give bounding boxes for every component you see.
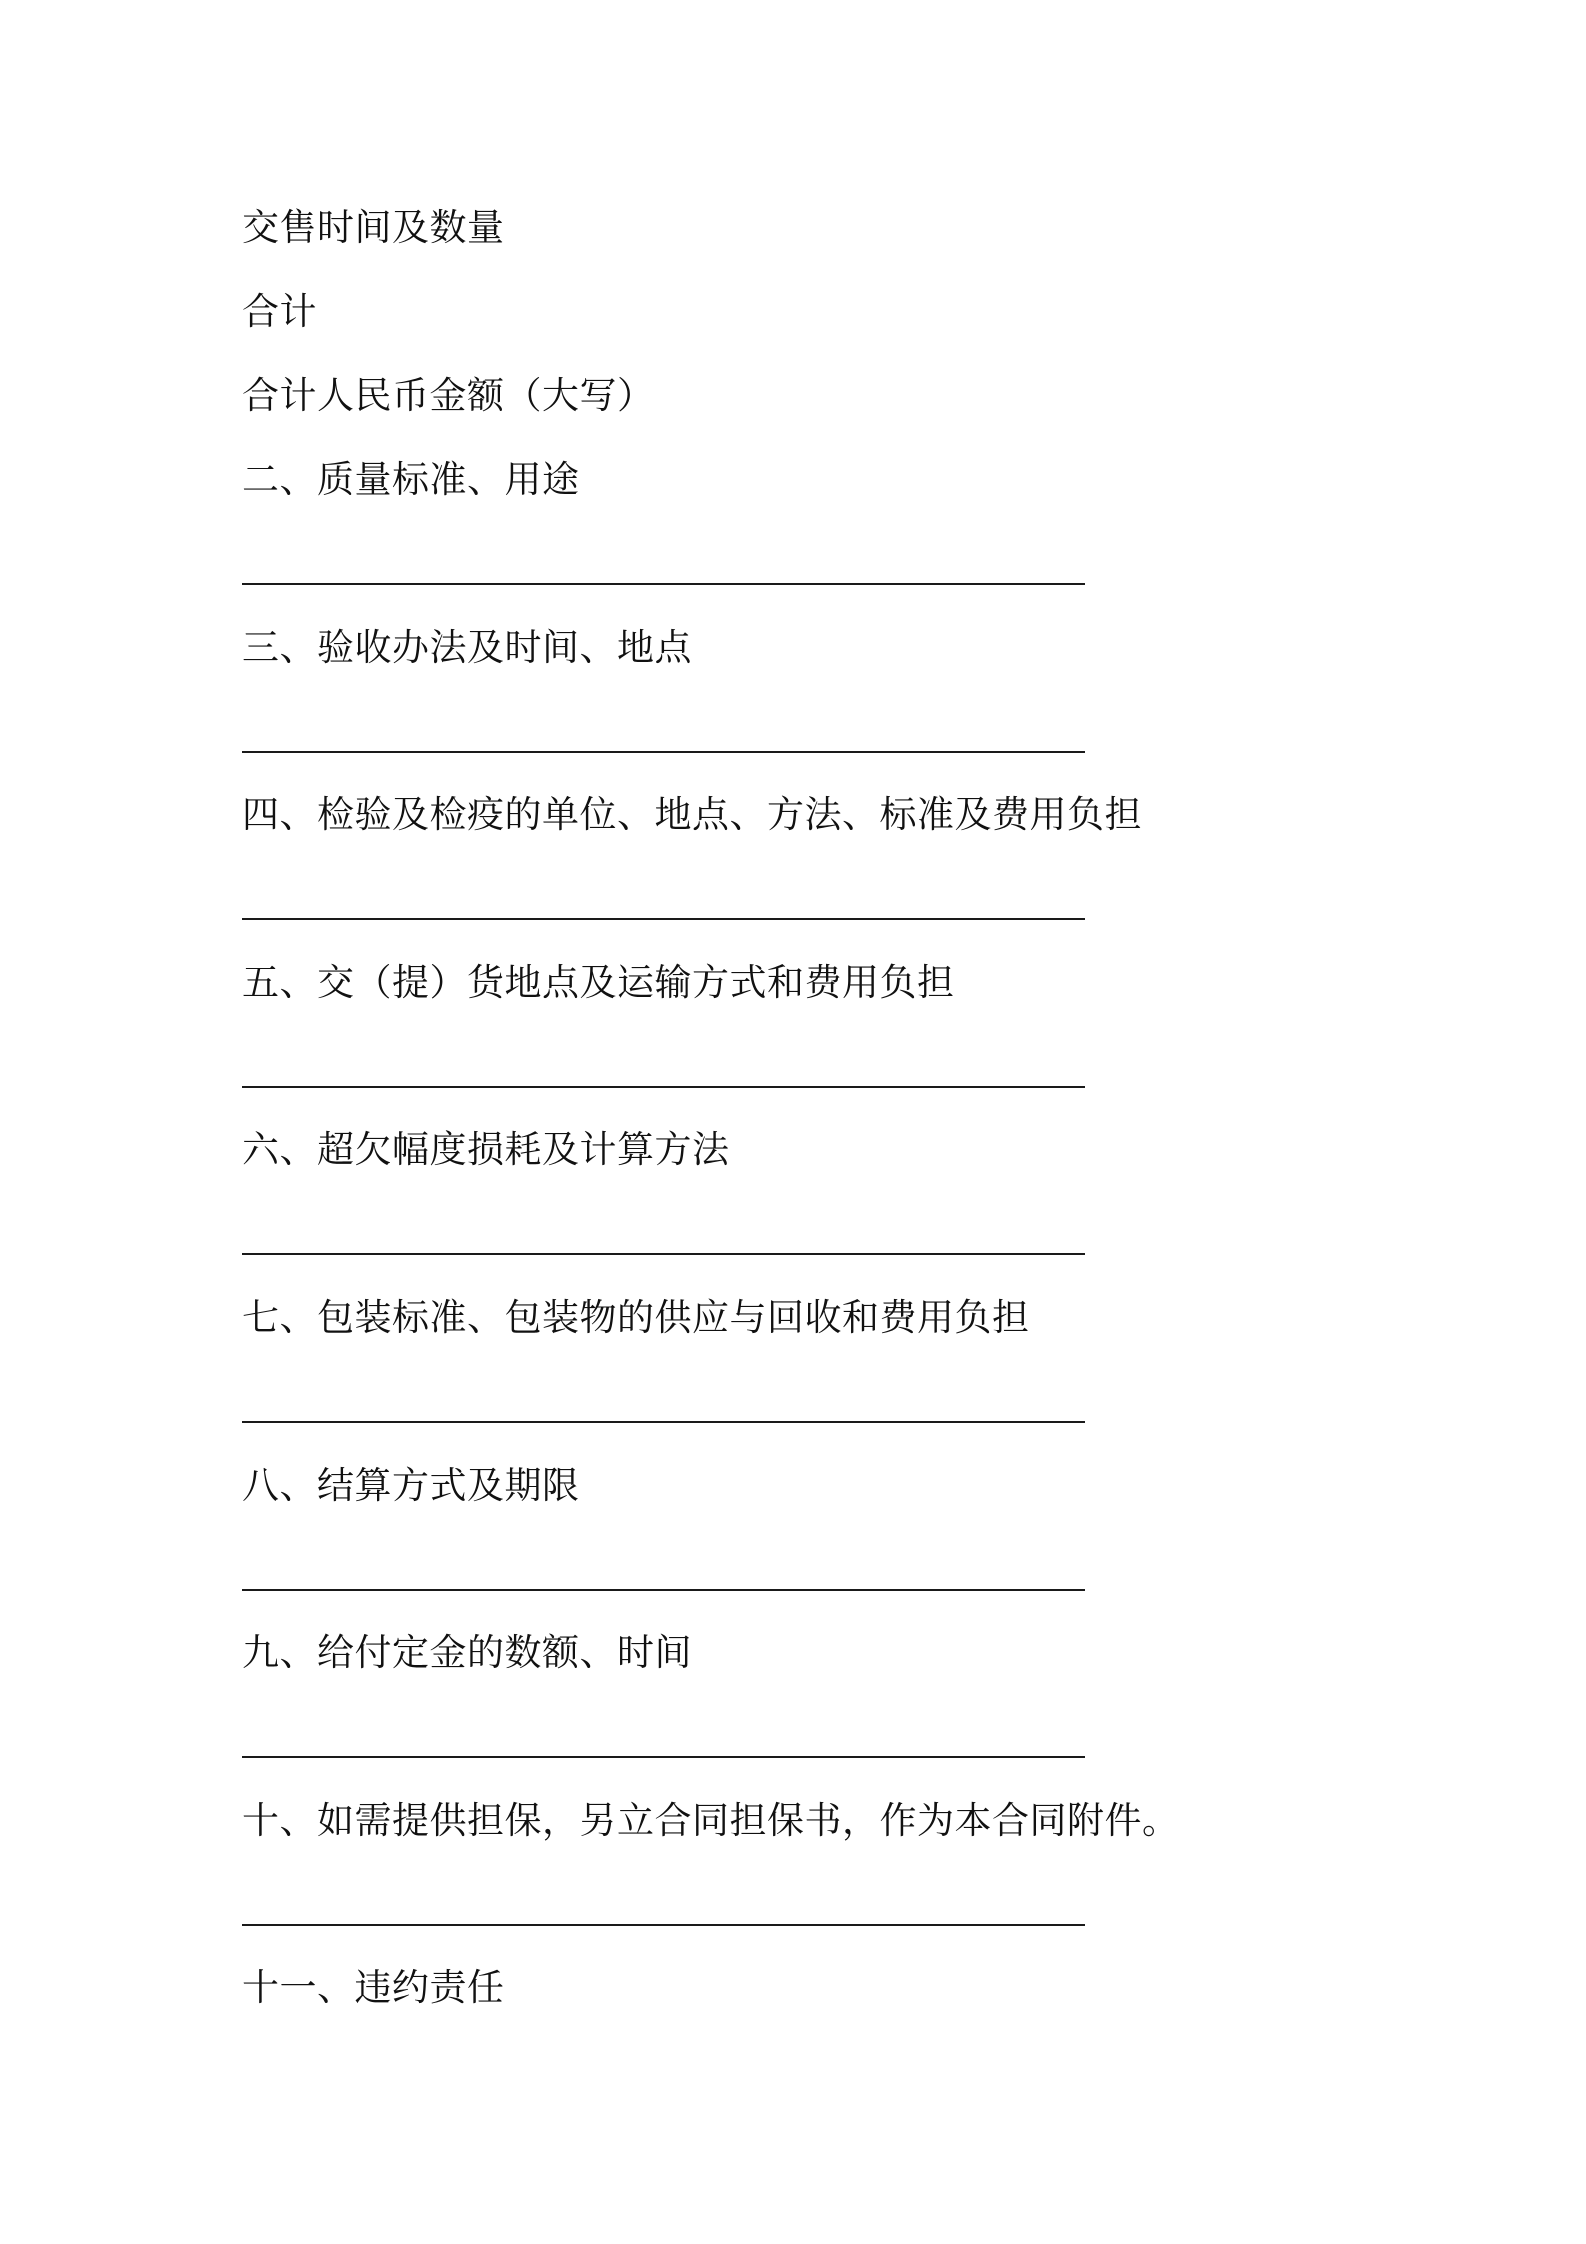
blank-line-7 — [242, 1421, 1085, 1423]
section-10-guarantee: 十、如需提供担保，另立合同担保书，作为本合同附件。 — [242, 1799, 1180, 1842]
blank-line-8 — [242, 1589, 1085, 1591]
blank-line-9 — [242, 1756, 1085, 1758]
section-11-liability: 十一、违约责任 — [242, 1966, 505, 2009]
section-4-inspection: 四、检验及检疫的单位、地点、方法、标准及费用负担 — [242, 793, 1142, 836]
section-3-acceptance: 三、验收办法及时间、地点 — [242, 626, 692, 669]
line-total-rmb-amount: 合计人民币金额（大写） — [242, 374, 655, 417]
section-5-delivery-transport: 五、交（提）货地点及运输方式和费用负担 — [242, 961, 955, 1004]
blank-line-2 — [242, 583, 1085, 585]
blank-line-4 — [242, 918, 1085, 920]
blank-line-5 — [242, 1086, 1085, 1088]
blank-line-6 — [242, 1253, 1085, 1255]
section-7-packaging: 七、包装标准、包装物的供应与回收和费用负担 — [242, 1296, 1030, 1339]
blank-line-3 — [242, 751, 1085, 753]
line-total: 合计 — [242, 290, 317, 333]
section-2-quality-standard: 二、质量标准、用途 — [242, 458, 580, 501]
section-6-loss-calculation: 六、超欠幅度损耗及计算方法 — [242, 1128, 730, 1171]
line-delivery-time-quantity: 交售时间及数量 — [242, 206, 505, 249]
section-8-settlement: 八、结算方式及期限 — [242, 1464, 580, 1507]
blank-line-10 — [242, 1924, 1085, 1926]
section-9-deposit: 九、给付定金的数额、时间 — [242, 1631, 692, 1674]
